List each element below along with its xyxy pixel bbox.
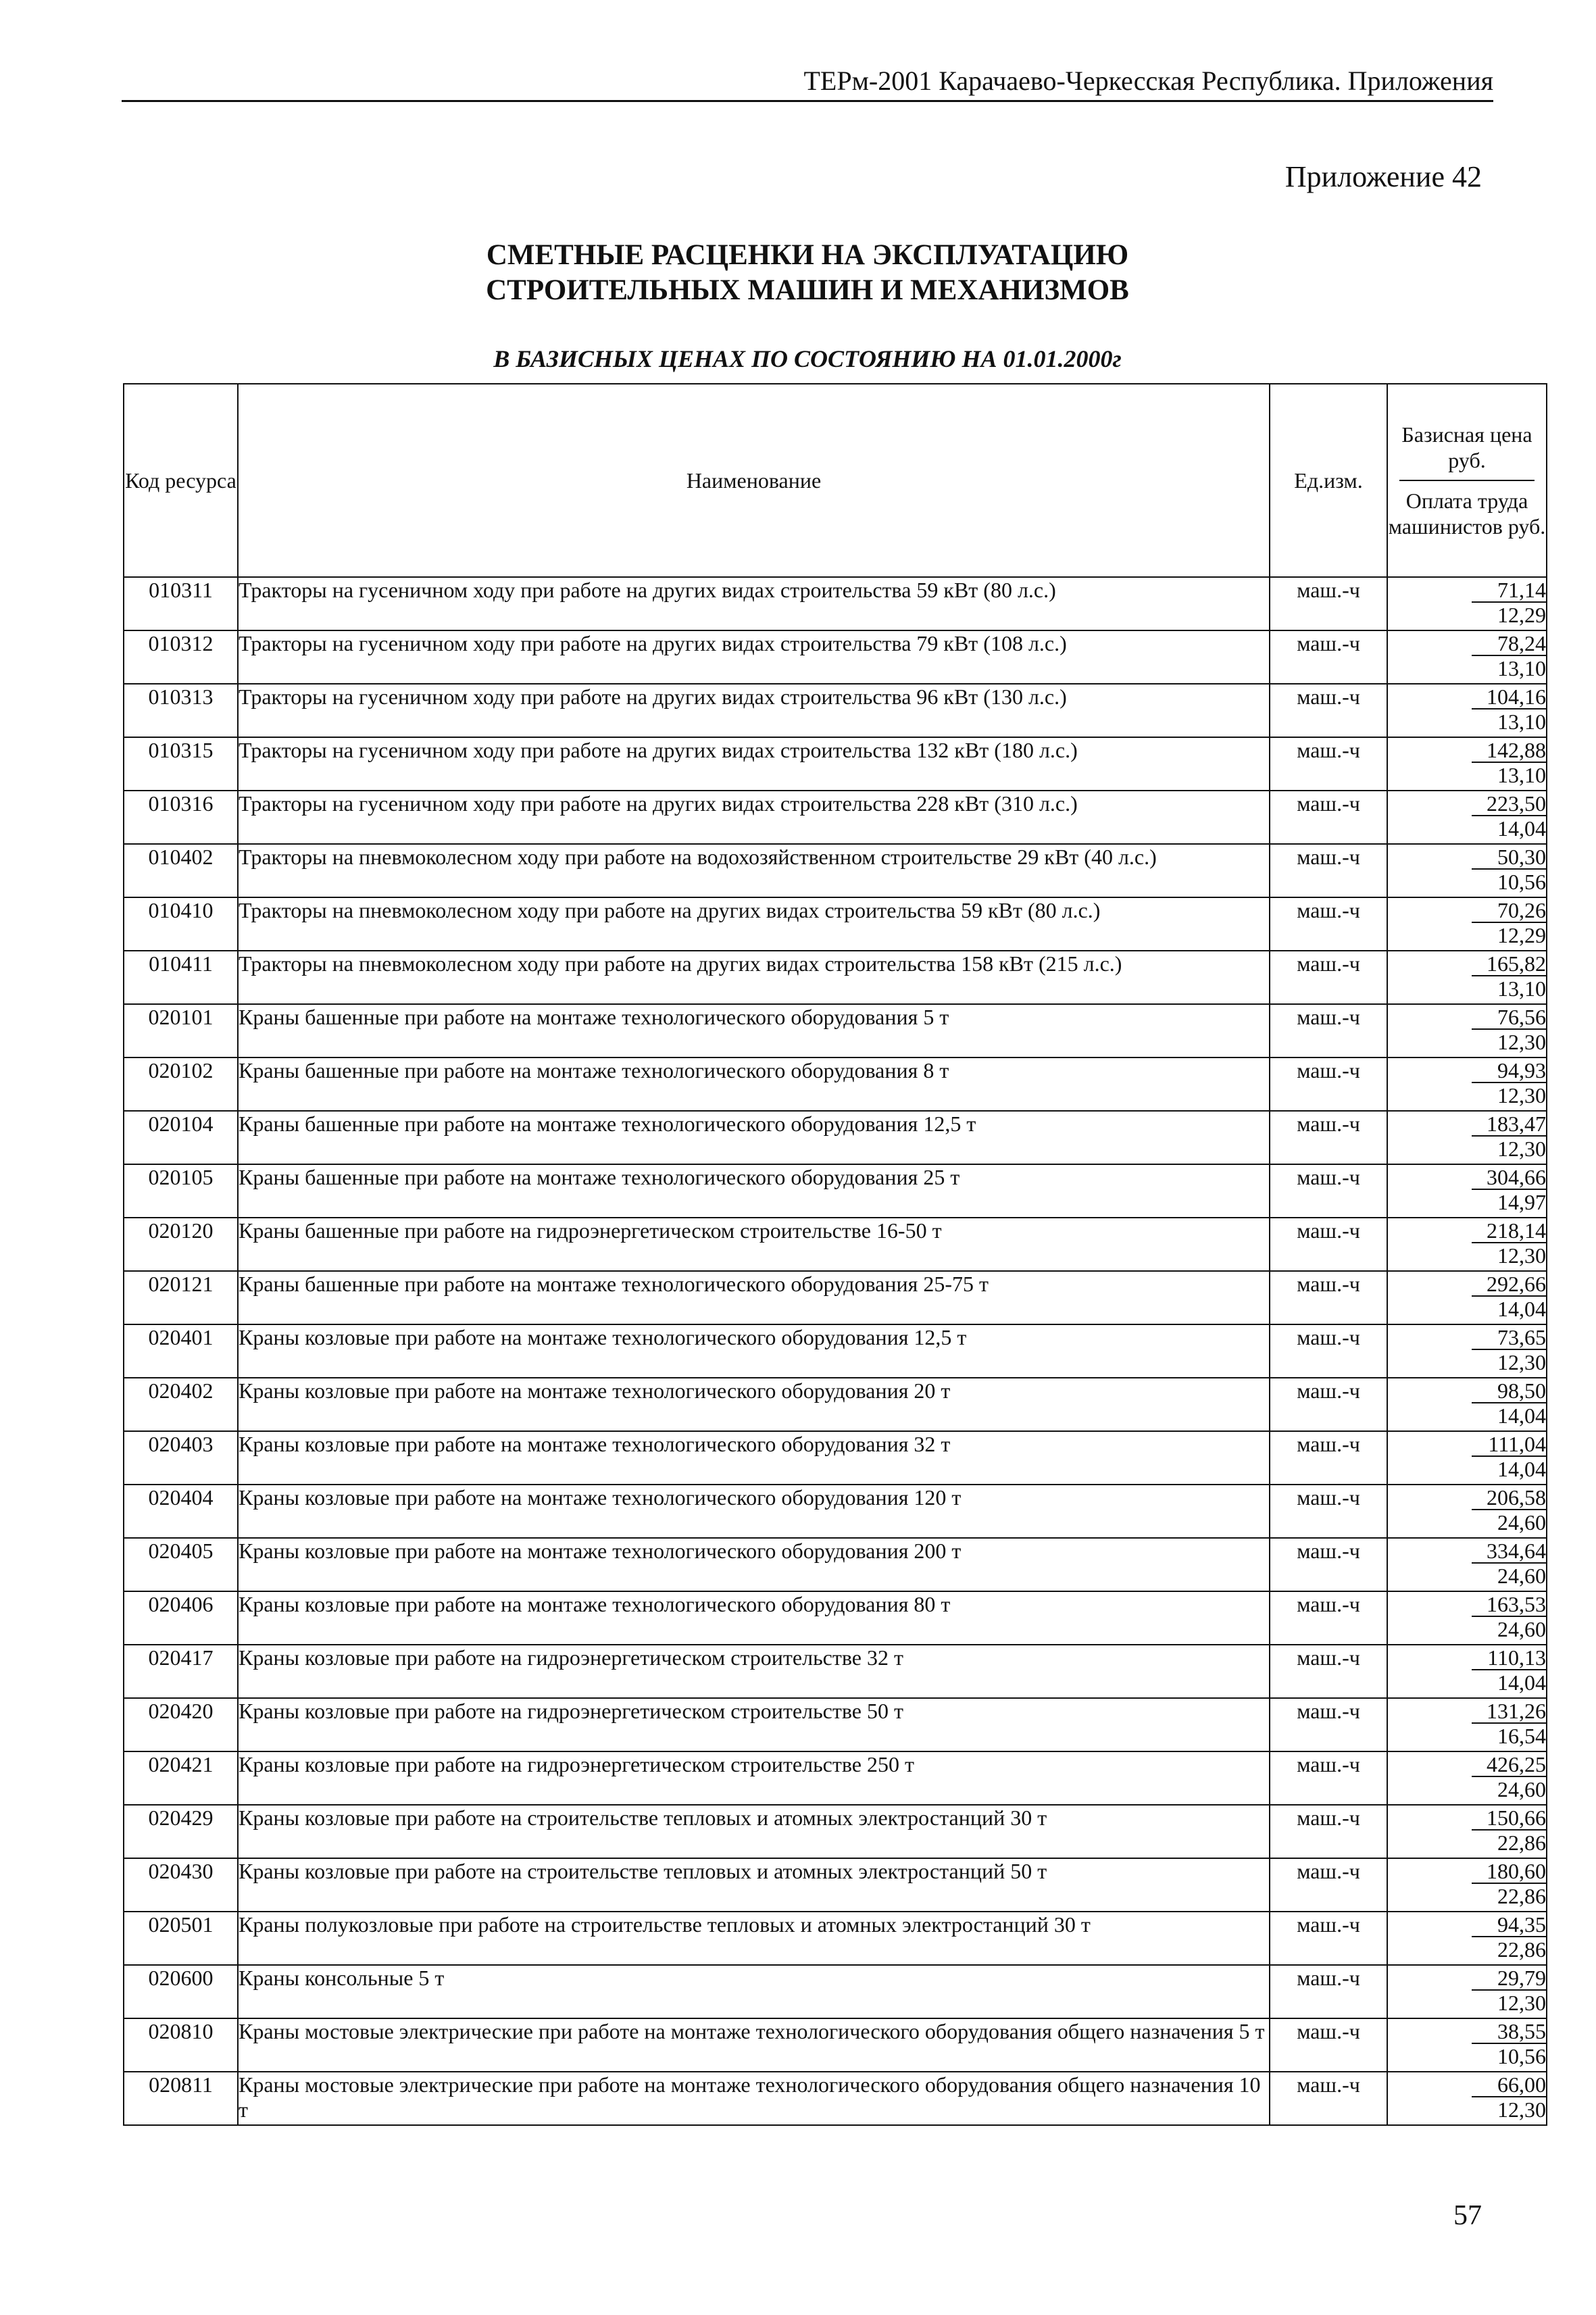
resource-unit: маш.-ч <box>1270 1057 1387 1111</box>
base-price: 223,50 <box>1472 792 1546 816</box>
table-row <box>124 1218 1547 1271</box>
operator-wage: 14,04 <box>1497 1297 1546 1321</box>
base-price: 426,25 <box>1472 1753 1546 1777</box>
base-price: 150,66 <box>1472 1806 1546 1831</box>
page-number: 57 <box>1453 2200 1482 2231</box>
column-header-unit: Ед.изм. <box>1270 384 1387 577</box>
base-price: 142,88 <box>1472 739 1546 763</box>
base-price: 70,26 <box>1472 899 1546 923</box>
resource-unit: маш.-ч <box>1270 1485 1387 1538</box>
table-row <box>124 1378 1547 1431</box>
price-cell <box>1387 1858 1547 1912</box>
price-cell <box>1387 1057 1547 1111</box>
price-cell <box>1387 1698 1547 1751</box>
resource-unit: маш.-ч <box>1270 1912 1387 1965</box>
resource-name: Краны козловые при работе на монтаже технологического оборудования 32 т <box>238 1431 1270 1485</box>
title-line-2: СТРОИТЕЛЬНЫХ МАШИН И МЕХАНИЗМОВ <box>486 274 1129 306</box>
resource-unit: маш.-ч <box>1270 2018 1387 2072</box>
table-row <box>124 630 1547 684</box>
resource-code: 020403 <box>124 1431 238 1485</box>
resource-name: Краны мостовые электрические при работе на монтаже технологического оборудования общего назначения 10 т <box>238 2072 1270 2125</box>
operator-wage: 24,60 <box>1497 1777 1546 1801</box>
price-cell <box>1387 1431 1547 1485</box>
price-cell <box>1387 2072 1547 2125</box>
price-cell <box>1387 577 1547 630</box>
price-cell <box>1387 2018 1547 2072</box>
base-price: 218,14 <box>1472 1219 1546 1243</box>
running-title: ТЕРм-2001 Карачаево-Черкесская Республика. Приложения <box>803 66 1493 96</box>
base-price: 163,53 <box>1472 1593 1546 1617</box>
resource-name: Тракторы на гусеничном ходу при работе на других видах строительства 96 кВт (130 л.с.) <box>238 684 1270 737</box>
operator-wage: 12,29 <box>1497 603 1546 627</box>
operator-wage: 12,30 <box>1497 1243 1546 1268</box>
base-price: 29,79 <box>1472 1966 1546 1991</box>
resource-name: Краны башенные при работе на монтаже технологического оборудования 5 т <box>238 1004 1270 1057</box>
header-rule <box>122 100 1493 102</box>
table-row <box>124 1591 1547 1645</box>
resource-unit: маш.-ч <box>1270 1538 1387 1591</box>
resource-name: Тракторы на гусеничном ходу при работе на других видах строительства 132 кВт (180 л.с.) <box>238 737 1270 791</box>
table-row <box>124 684 1547 737</box>
table-row <box>124 1538 1547 1591</box>
price-cell <box>1387 1485 1547 1538</box>
base-price: 292,66 <box>1472 1272 1546 1297</box>
resource-code: 010410 <box>124 897 238 951</box>
operator-wage: 14,97 <box>1497 1190 1546 1214</box>
resource-code: 020811 <box>124 2072 238 2125</box>
base-price: 94,35 <box>1472 1913 1546 1937</box>
table-row <box>124 1965 1547 2018</box>
header-price-divider <box>1399 480 1535 481</box>
operator-wage: 16,54 <box>1497 1724 1546 1748</box>
operator-wage: 12,30 <box>1497 1137 1546 1161</box>
operator-wage: 22,86 <box>1497 1884 1546 1908</box>
resource-code: 020404 <box>124 1485 238 1538</box>
table-row <box>124 1271 1547 1324</box>
column-header-name: Наименование <box>238 384 1270 577</box>
operator-wage: 14,04 <box>1497 1403 1546 1428</box>
base-price: 66,00 <box>1472 2073 1546 2097</box>
operator-wage: 24,60 <box>1497 1564 1546 1588</box>
table-header-row <box>124 384 1547 577</box>
table-row <box>124 2018 1547 2072</box>
operator-wage: 12,30 <box>1497 1350 1546 1374</box>
resource-name: Краны башенные при работе на гидроэнергетическом строительстве 16-50 т <box>238 1218 1270 1271</box>
resource-name: Краны башенные при работе на монтаже технологического оборудования 25-75 т <box>238 1271 1270 1324</box>
price-cell <box>1387 684 1547 737</box>
resource-name: Краны мостовые электрические при работе на монтаже технологического оборудования общего назначения 5 т <box>238 2018 1270 2072</box>
operator-wage: 14,04 <box>1497 816 1546 841</box>
base-price: 183,47 <box>1472 1112 1546 1137</box>
resource-unit: маш.-ч <box>1270 951 1387 1004</box>
price-cell <box>1387 897 1547 951</box>
resource-unit: маш.-ч <box>1270 630 1387 684</box>
resource-code: 010312 <box>124 630 238 684</box>
operator-wage: 12,30 <box>1497 1991 1546 2015</box>
resource-code: 020402 <box>124 1378 238 1431</box>
operator-wage: 13,10 <box>1497 976 1546 1001</box>
price-cell <box>1387 1751 1547 1805</box>
base-price: 50,30 <box>1472 845 1546 870</box>
resource-code: 020101 <box>124 1004 238 1057</box>
resource-unit: маш.-ч <box>1270 737 1387 791</box>
resource-name: Краны козловые при работе на строительстве тепловых и атомных электростанций 50 т <box>238 1858 1270 1912</box>
base-price: 110,13 <box>1472 1646 1546 1670</box>
column-header-base-price: Базисная цена руб. <box>1401 422 1532 472</box>
table-row <box>124 577 1547 630</box>
base-price: 131,26 <box>1472 1699 1546 1724</box>
resource-code: 020420 <box>124 1698 238 1751</box>
resource-unit: маш.-ч <box>1270 1218 1387 1271</box>
table-row <box>124 951 1547 1004</box>
price-cell <box>1387 844 1547 897</box>
table-row <box>124 1004 1547 1057</box>
column-header-price <box>1387 384 1547 577</box>
resource-name: Краны козловые при работе на гидроэнергетическом строительстве 32 т <box>238 1645 1270 1698</box>
table-row <box>124 1912 1547 1965</box>
resource-unit: маш.-ч <box>1270 1004 1387 1057</box>
base-price: 71,14 <box>1472 578 1546 603</box>
table-row <box>124 1751 1547 1805</box>
resource-unit: маш.-ч <box>1270 1965 1387 2018</box>
operator-wage: 12,29 <box>1497 923 1546 947</box>
operator-wage: 13,10 <box>1497 763 1546 787</box>
column-header-code: Код ресурса <box>124 384 238 577</box>
resource-unit: маш.-ч <box>1270 1645 1387 1698</box>
resource-unit: маш.-ч <box>1270 1378 1387 1431</box>
price-cell <box>1387 1218 1547 1271</box>
resource-code: 020810 <box>124 2018 238 2072</box>
resource-code: 020120 <box>124 1218 238 1271</box>
price-cell <box>1387 1805 1547 1858</box>
table-row <box>124 1858 1547 1912</box>
price-cell <box>1387 737 1547 791</box>
operator-wage: 14,04 <box>1497 1457 1546 1481</box>
resource-unit: маш.-ч <box>1270 1591 1387 1645</box>
resource-name: Тракторы на пневмоколесном ходу при работе на других видах строительства 158 кВт (215 л.с.) <box>238 951 1270 1004</box>
price-cell <box>1387 1111 1547 1164</box>
resource-unit: маш.-ч <box>1270 1431 1387 1485</box>
resource-code: 020501 <box>124 1912 238 1965</box>
price-cell <box>1387 1164 1547 1218</box>
operator-wage: 12,30 <box>1497 1030 1546 1054</box>
table-row <box>124 737 1547 791</box>
operator-wage: 24,60 <box>1497 1510 1546 1535</box>
base-price: 76,56 <box>1472 1005 1546 1030</box>
base-price: 73,65 <box>1472 1326 1546 1350</box>
resource-code: 020417 <box>124 1645 238 1698</box>
price-cell <box>1387 1912 1547 1965</box>
base-price: 78,24 <box>1472 632 1546 656</box>
base-price: 180,60 <box>1472 1860 1546 1884</box>
price-cell <box>1387 1538 1547 1591</box>
price-cell <box>1387 1271 1547 1324</box>
base-price: 304,66 <box>1472 1166 1546 1190</box>
resource-code: 020102 <box>124 1057 238 1111</box>
resource-code: 020600 <box>124 1965 238 2018</box>
resource-name: Тракторы на гусеничном ходу при работе на других видах строительства 228 кВт (310 л.с.) <box>238 791 1270 844</box>
price-cell <box>1387 951 1547 1004</box>
resource-name: Краны козловые при работе на монтаже технологического оборудования 20 т <box>238 1378 1270 1431</box>
table-row <box>124 1698 1547 1751</box>
resource-code: 020406 <box>124 1591 238 1645</box>
resource-unit: маш.-ч <box>1270 1164 1387 1218</box>
document-subtitle: В БАЗИСНЫХ ЦЕНАХ ПО СОСТОЯНИЮ НА 01.01.2000г <box>493 345 1122 372</box>
base-price: 104,16 <box>1472 685 1546 710</box>
resource-name: Краны козловые при работе на гидроэнергетическом строительстве 50 т <box>238 1698 1270 1751</box>
table-row <box>124 1485 1547 1538</box>
table-row <box>124 1164 1547 1218</box>
resource-unit: маш.-ч <box>1270 844 1387 897</box>
price-cell <box>1387 1965 1547 2018</box>
resource-name: Тракторы на пневмоколесном ходу при работе на водохозяйственном строительстве 29 кВт (40 л.с.) <box>238 844 1270 897</box>
resource-name: Краны башенные при работе на монтаже технологического оборудования 8 т <box>238 1057 1270 1111</box>
resource-code: 020429 <box>124 1805 238 1858</box>
resource-code: 020104 <box>124 1111 238 1164</box>
table-row <box>124 1431 1547 1485</box>
resource-unit: маш.-ч <box>1270 1751 1387 1805</box>
resource-unit: маш.-ч <box>1270 1698 1387 1751</box>
resource-unit: маш.-ч <box>1270 684 1387 737</box>
table-row <box>124 897 1547 951</box>
resource-unit: маш.-ч <box>1270 1324 1387 1378</box>
operator-wage: 24,60 <box>1497 1617 1546 1641</box>
resource-name: Краны козловые при работе на гидроэнергетическом строительстве 250 т <box>238 1751 1270 1805</box>
base-price: 94,93 <box>1472 1059 1546 1083</box>
price-cell <box>1387 630 1547 684</box>
resource-code: 010313 <box>124 684 238 737</box>
resource-name: Краны козловые при работе на монтаже технологического оборудования 12,5 т <box>238 1324 1270 1378</box>
operator-wage: 13,10 <box>1497 656 1546 680</box>
base-price: 98,50 <box>1472 1379 1546 1403</box>
price-cell <box>1387 1324 1547 1378</box>
document-title <box>122 238 1493 308</box>
price-cell <box>1387 1591 1547 1645</box>
resource-name: Тракторы на пневмоколесном ходу при работе на других видах строительства 59 кВт (80 л.с.) <box>238 897 1270 951</box>
table-row <box>124 1805 1547 1858</box>
table-body <box>124 577 1547 2125</box>
resource-unit: маш.-ч <box>1270 2072 1387 2125</box>
operator-wage: 12,30 <box>1497 2097 1546 2122</box>
resource-name: Краны козловые при работе на монтаже технологического оборудования 200 т <box>238 1538 1270 1591</box>
title-line-1: СМЕТНЫЕ РАСЦЕНКИ НА ЭКСПЛУАТАЦИЮ <box>486 239 1129 271</box>
table-row <box>124 1111 1547 1164</box>
resource-name: Краны башенные при работе на монтаже технологического оборудования 12,5 т <box>238 1111 1270 1164</box>
table-row <box>124 1645 1547 1698</box>
table-row <box>124 1057 1547 1111</box>
price-cell <box>1387 1004 1547 1057</box>
operator-wage: 22,86 <box>1497 1831 1546 1855</box>
table-row <box>124 791 1547 844</box>
resource-name: Краны козловые при работе на монтаже технологического оборудования 120 т <box>238 1485 1270 1538</box>
base-price: 111,04 <box>1472 1433 1546 1457</box>
table-row <box>124 2072 1547 2125</box>
resource-name: Краны козловые при работе на строительстве тепловых и атомных электростанций 30 т <box>238 1805 1270 1858</box>
table-row <box>124 1324 1547 1378</box>
resource-unit: маш.-ч <box>1270 791 1387 844</box>
rates-table <box>123 383 1547 2126</box>
resource-name: Краны полукозловые при работе на строительстве тепловых и атомных электростанций 30 т <box>238 1912 1270 1965</box>
resource-code: 020405 <box>124 1538 238 1591</box>
resource-name: Краны башенные при работе на монтаже технологического оборудования 25 т <box>238 1164 1270 1218</box>
resource-code: 020401 <box>124 1324 238 1378</box>
base-price: 38,55 <box>1472 2020 1546 2044</box>
operator-wage: 10,56 <box>1497 2044 1546 2068</box>
resource-name: Краны консольные 5 т <box>238 1965 1270 2018</box>
resource-name: Краны козловые при работе на монтаже технологического оборудования 80 т <box>238 1591 1270 1645</box>
operator-wage: 12,30 <box>1497 1083 1546 1107</box>
resource-code: 010311 <box>124 577 238 630</box>
operator-wage: 10,56 <box>1497 870 1546 894</box>
price-cell <box>1387 1378 1547 1431</box>
appendix-label: Приложение 42 <box>1285 160 1482 193</box>
price-cell <box>1387 791 1547 844</box>
resource-unit: маш.-ч <box>1270 577 1387 630</box>
resource-unit: маш.-ч <box>1270 1271 1387 1324</box>
column-header-wage: Оплата труда машинистов руб. <box>1388 489 1546 539</box>
resource-code: 010315 <box>124 737 238 791</box>
operator-wage: 14,04 <box>1497 1670 1546 1695</box>
resource-unit: маш.-ч <box>1270 1805 1387 1858</box>
base-price: 165,82 <box>1472 952 1546 976</box>
base-price: 334,64 <box>1472 1539 1546 1564</box>
resource-code: 020421 <box>124 1751 238 1805</box>
resource-unit: маш.-ч <box>1270 897 1387 951</box>
resource-unit: маш.-ч <box>1270 1858 1387 1912</box>
resource-code: 020430 <box>124 1858 238 1912</box>
resource-name: Тракторы на гусеничном ходу при работе на других видах строительства 79 кВт (108 л.с.) <box>238 630 1270 684</box>
resource-code: 010411 <box>124 951 238 1004</box>
price-cell <box>1387 1645 1547 1698</box>
resource-code: 020121 <box>124 1271 238 1324</box>
resource-name: Тракторы на гусеничном ходу при работе на других видах строительства 59 кВт (80 л.с.) <box>238 577 1270 630</box>
table-row <box>124 844 1547 897</box>
operator-wage: 22,86 <box>1497 1937 1546 1962</box>
resource-code: 010316 <box>124 791 238 844</box>
resource-code: 010402 <box>124 844 238 897</box>
operator-wage: 13,10 <box>1497 710 1546 734</box>
resource-unit: маш.-ч <box>1270 1111 1387 1164</box>
resource-code: 020105 <box>124 1164 238 1218</box>
base-price: 206,58 <box>1472 1486 1546 1510</box>
